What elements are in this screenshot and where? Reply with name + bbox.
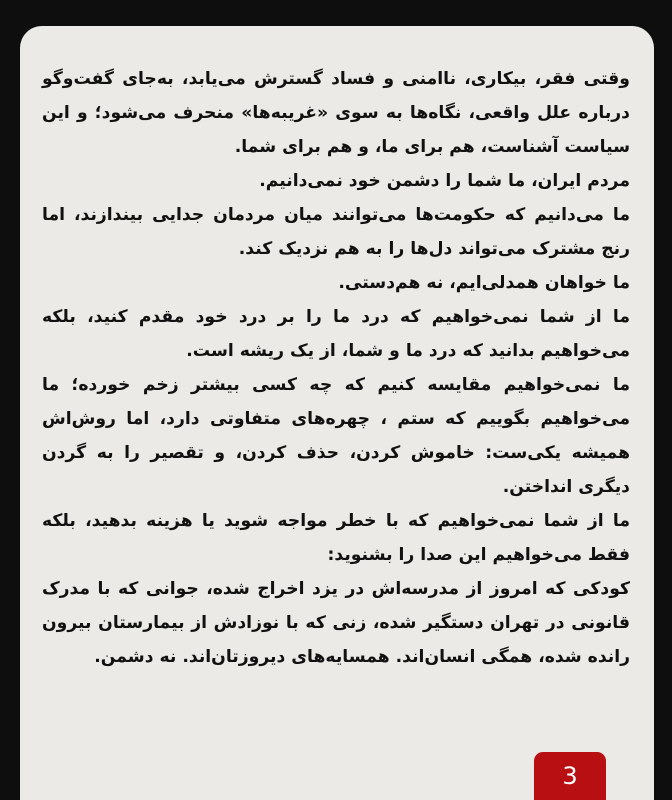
- paragraph-7: ما از شما نمی‌خواهیم که با خطر مواجه شوید یا هزینه بدهید، بلکه فقط می‌خواهیم این صدا را بشنوید:: [42, 511, 630, 565]
- paragraph-3: ما می‌دانیم که حکومت‌ها می‌توانند میان مردمان جدایی بیندازند، اما رنج مشترک می‌تواند دل‌ها را به هم نزدیک کند.: [42, 205, 630, 259]
- content-card: [20, 26, 654, 800]
- paragraph-1: وقتی فقر، بیکاری، ناامنی و فساد گسترش می‌یابد، به‌جای گفت‌وگو درباره علل واقعی، نگاه‌ها به سوی «غریبه‌ها» منحرف می‌شود؛ و این سیاست آشناست، هم برای ما، و هم برای شما.: [42, 69, 630, 157]
- paragraph-5: ما از شما نمی‌خواهیم که درد ما را بر درد خود مقدم کنید، بلکه می‌خواهیم بدانید که درد ما و شما، از یک ریشه است.: [42, 307, 630, 361]
- paragraph-4: ما خواهان همدلی‌ایم، نه هم‌دستی.: [338, 273, 630, 293]
- paragraph-8: کودکی که امروز از مدرسه‌اش در یزد اخراج شده، جوانی که با مدرک قانونی در تهران دستگیر شده، زنی که با نوزادش از بیمارستان بیرون رانده شده، همگی انسان‌اند. همسایه‌های دیروزتان‌اند. نه دشمن.: [42, 579, 630, 667]
- body-text: [42, 62, 630, 674]
- page-number-badge: 3: [534, 752, 606, 800]
- paragraph-2: مردم ایران، ما شما را دشمن خود نمی‌دانیم.: [259, 171, 630, 191]
- paragraph-6: ما نمی‌خواهیم مقایسه کنیم که چه کسی بیشتر زخم خورده؛ ما می‌خواهیم بگوییم که ستم ، چهره‌های متفاوتی دارد، اما روش‌اش همیشه یکی‌ست: خاموش کردن، حذف کردن، و تقصیر را به گردن دیگری انداختن.: [42, 375, 630, 497]
